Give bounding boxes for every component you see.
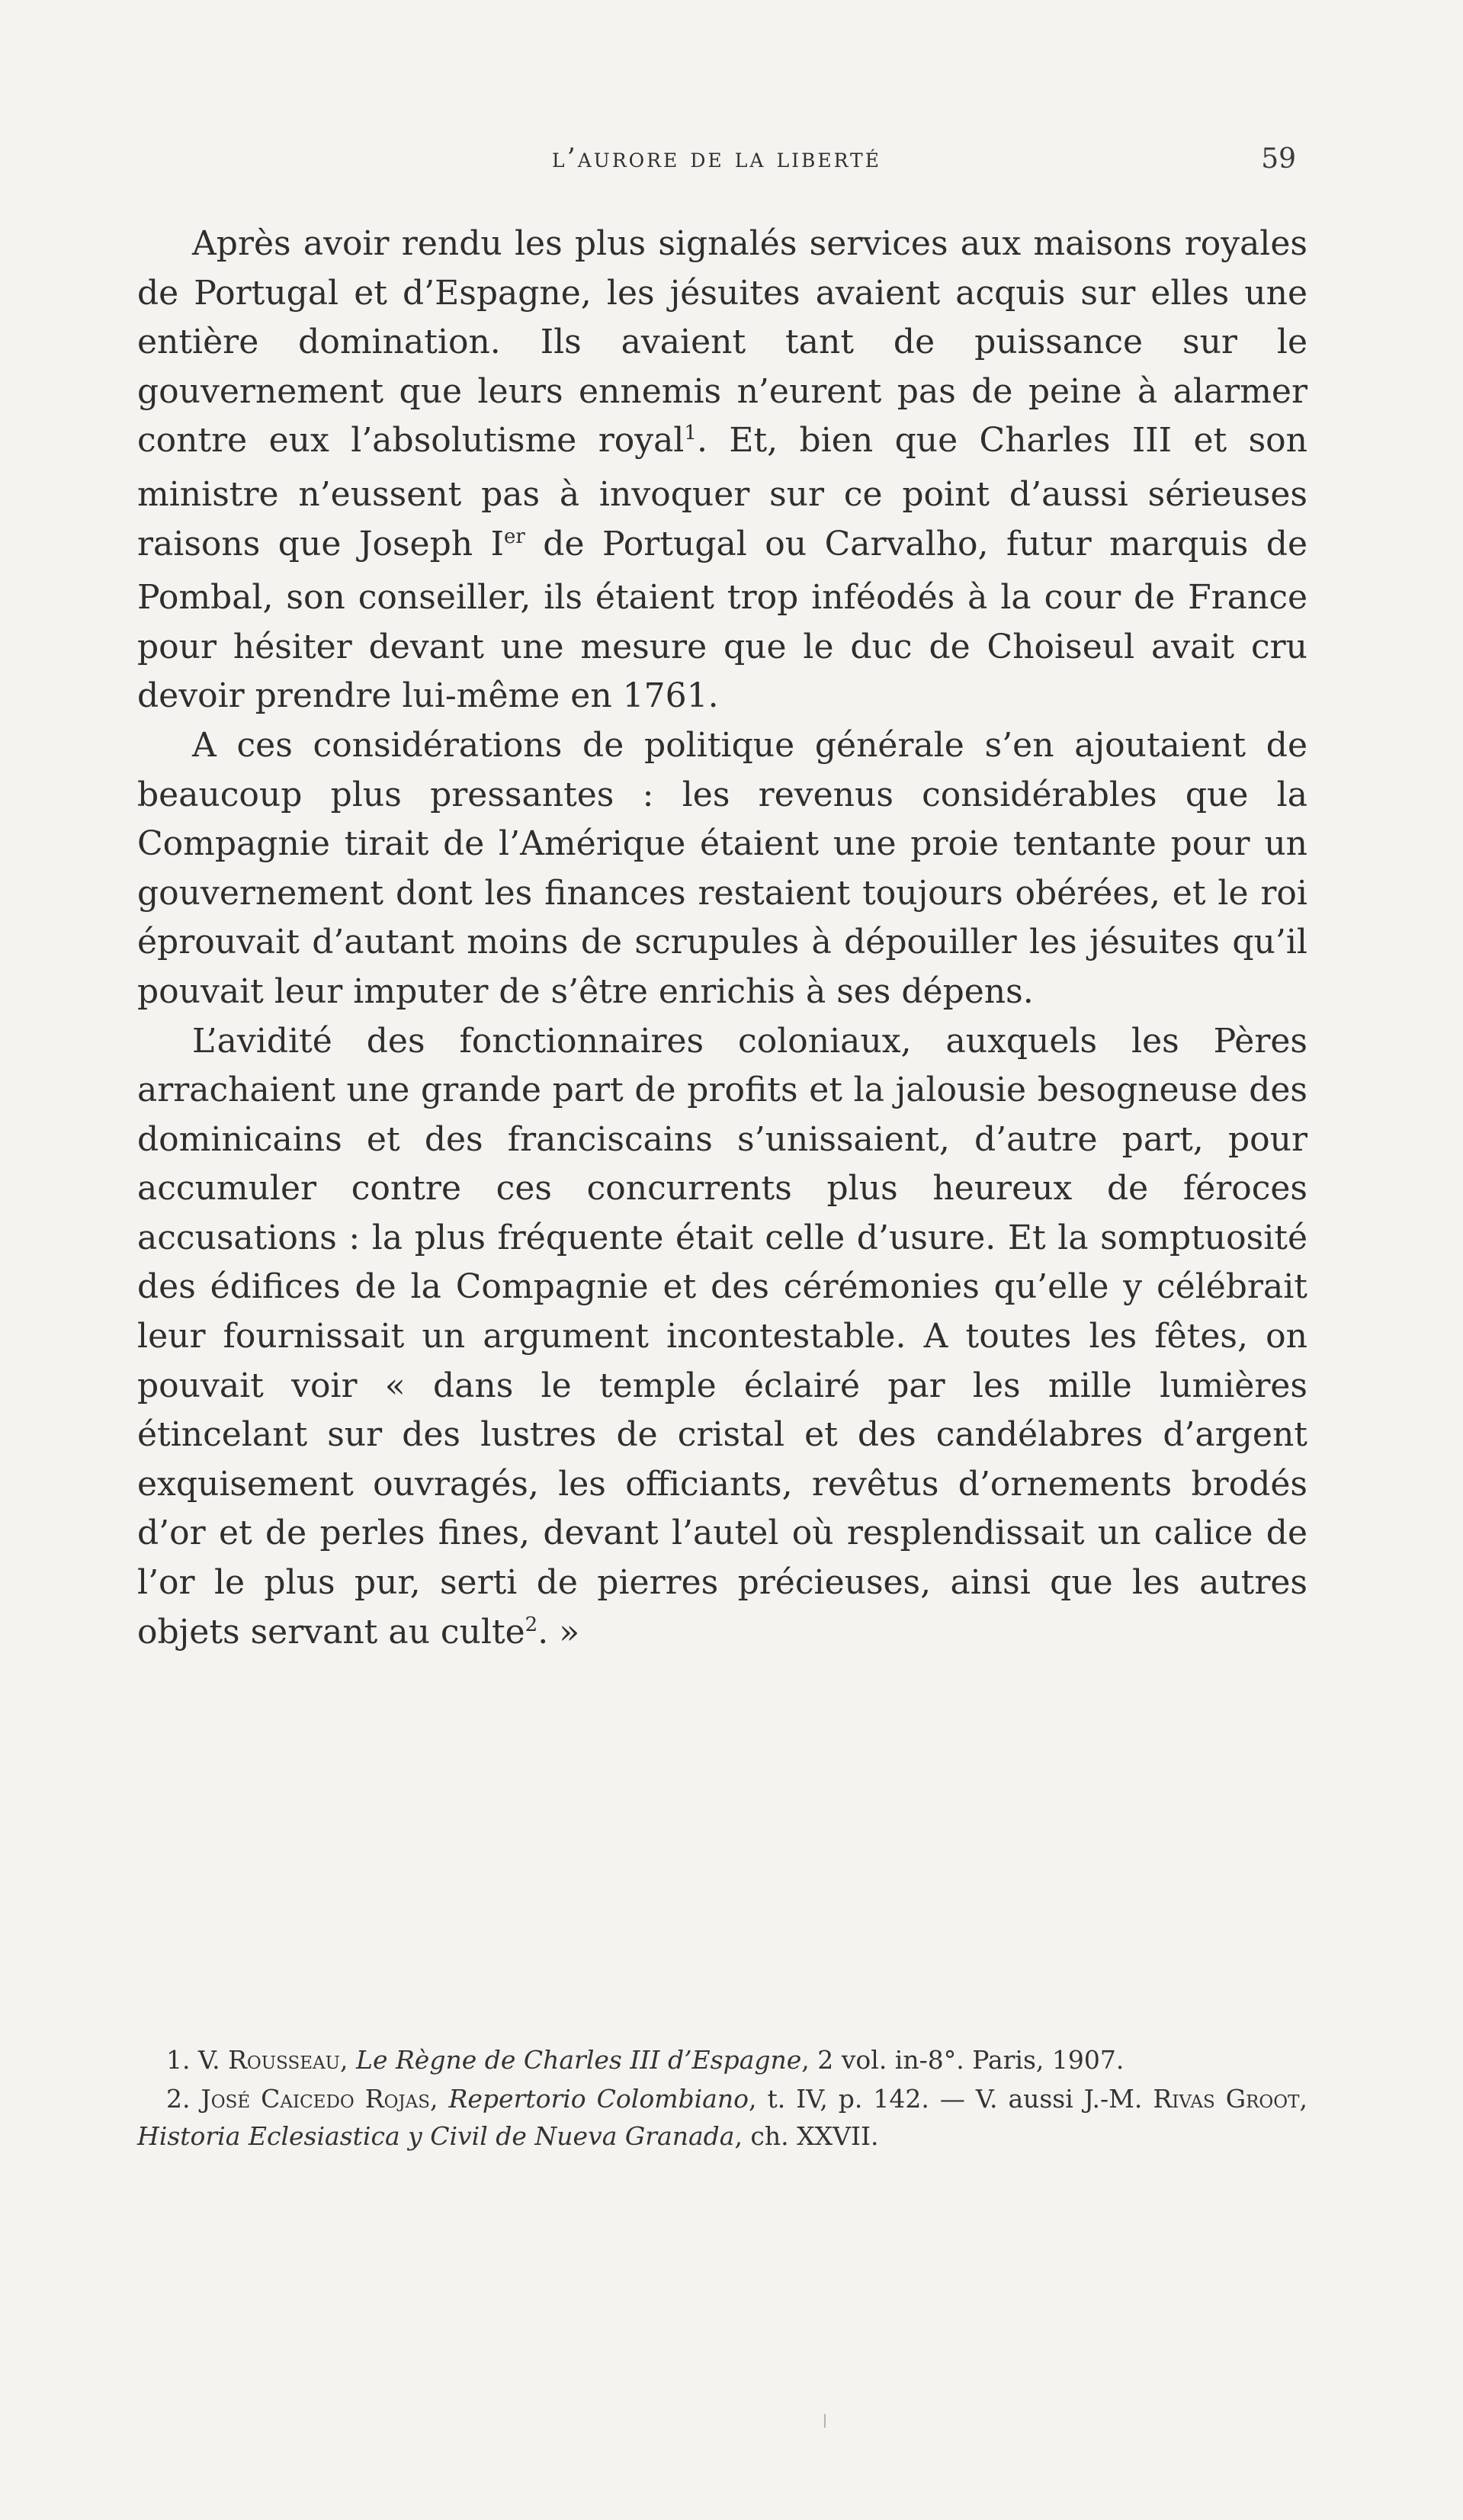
body-text xyxy=(137,220,1307,1661)
footnotes xyxy=(137,2041,1307,2156)
paragraph-1-text-a: Après avoir rendu les plus signalés services aux maisons royales de Portugal et d’Espagne, les jésuites avaient acquis sur elles une entière domination. Ils avaient tant de puissance sur le gouvernement que leurs ennemis n’eurent pas de peine à alarmer contre eux l’absolutisme royal xyxy=(137,224,1307,461)
paragraph-3 xyxy=(137,1017,1307,1662)
page-header xyxy=(137,143,1296,181)
paragraph-1-text-c: de Portugal ou Carvalho, futur marquis de Pombal, son conseiller, ils étaient trop inféodés à la cour de France pour hésiter devant une mesure que le duc de Choiseul avait cru devoir prendre lui-même en 1761. xyxy=(137,524,1307,716)
footnote-2-title-1: Repertorio Colombiano xyxy=(448,2084,749,2114)
footnote-ref-1: 1 xyxy=(684,422,697,445)
footnote-1-rest: , 2 vol. in-8°. Paris, 1907. xyxy=(801,2045,1125,2075)
footnote-1-title: Le Règne de Charles III d’Espagne xyxy=(356,2045,802,2075)
footnote-2-author-2: J.-M. Rivas Groot xyxy=(1083,2084,1300,2114)
footnote-2: 2. José Caicedo Rojas, Repertorio Colombiano, t. IV, p. 142. — V. aussi J.-M. Rivas Groot, Historia Eclesiastica y Civil de Nueva Granada, ch. XXVII. xyxy=(137,2084,1307,2151)
paragraph-1 xyxy=(137,220,1307,721)
ordinal-superscript: er xyxy=(503,525,525,548)
footnote-2-title-2: Historia Eclesiastica y Civil de Nueva Granada xyxy=(137,2121,735,2151)
footnote-1: 1. V. Rousseau, Le Règne de Charles III d’Espagne, 2 vol. in-8°. Paris, 1907. xyxy=(166,2045,1125,2075)
footnote-1-author: Rousseau xyxy=(228,2045,341,2075)
footnote-2-rest: , ch. XXVII. xyxy=(734,2121,879,2151)
footnote-2-number: 2. xyxy=(166,2084,191,2114)
paper-speck xyxy=(824,2414,826,2428)
footnote-1-number: 1. xyxy=(166,2045,191,2075)
paragraph-3-text-b: . » xyxy=(537,1612,580,1652)
page-number: 59 xyxy=(1261,143,1296,175)
footnote-1-prefix: V. xyxy=(198,2045,220,2075)
paragraph-1-text-b: . Et, bien que Charles III et son ministre n’eussent pas à invoquer sur ce point d’aussi sérieuses raisons que Joseph I xyxy=(137,421,1308,563)
footnote-2-author-1: José Caicedo Rojas xyxy=(201,2084,431,2114)
paragraph-3-text-a: L’avidité des fonctionnaires coloniaux, auxquels les Pères arrachaient une grande part de profits et la jalousie besogneuse des dominicains et des franciscains s’unissaient, d’autre part, pour accumuler contre ces concurrents plus heureux de féroces accusations : la plus fréquente était celle d’usure. Et la somptuosité des édifices de la Compagnie et des cérémonies qu’elle y célébrait leur fournissait un argument incontestable. A toutes les fêtes, on pouvait voir « dans le temple éclairé par les mille lumières étincelant sur des lustres de cristal et des candélabres d’argent exquisement ouvragés, les officiants, revêtus d’ornements brodés d’or et de perles fines, devant l’autel où resplendissait un calice de l’or le plus pur, serti de pierres précieuses, ainsi que les autres objets servant au culte xyxy=(137,1021,1307,1652)
paragraph-2: A ces considérations de politique générale s’en ajoutaient de beaucoup plus pressantes : les revenus considérables que la Compagnie tirait de l’Amérique étaient une proie tentante pour un gouvernement dont les finances restaient toujours obérées, et le roi éprouvait d’autant moins de scrupules à dépouiller les jésuites qu’il pouvait leur imputer de s’être enrichis à ses dépens. xyxy=(137,725,1307,1011)
footnote-2-middle: , t. IV, p. 142. — V. aussi xyxy=(748,2084,1073,2114)
running-title: l’aurore de la liberté xyxy=(552,143,881,174)
footnote-ref-2: 2 xyxy=(525,1613,538,1636)
